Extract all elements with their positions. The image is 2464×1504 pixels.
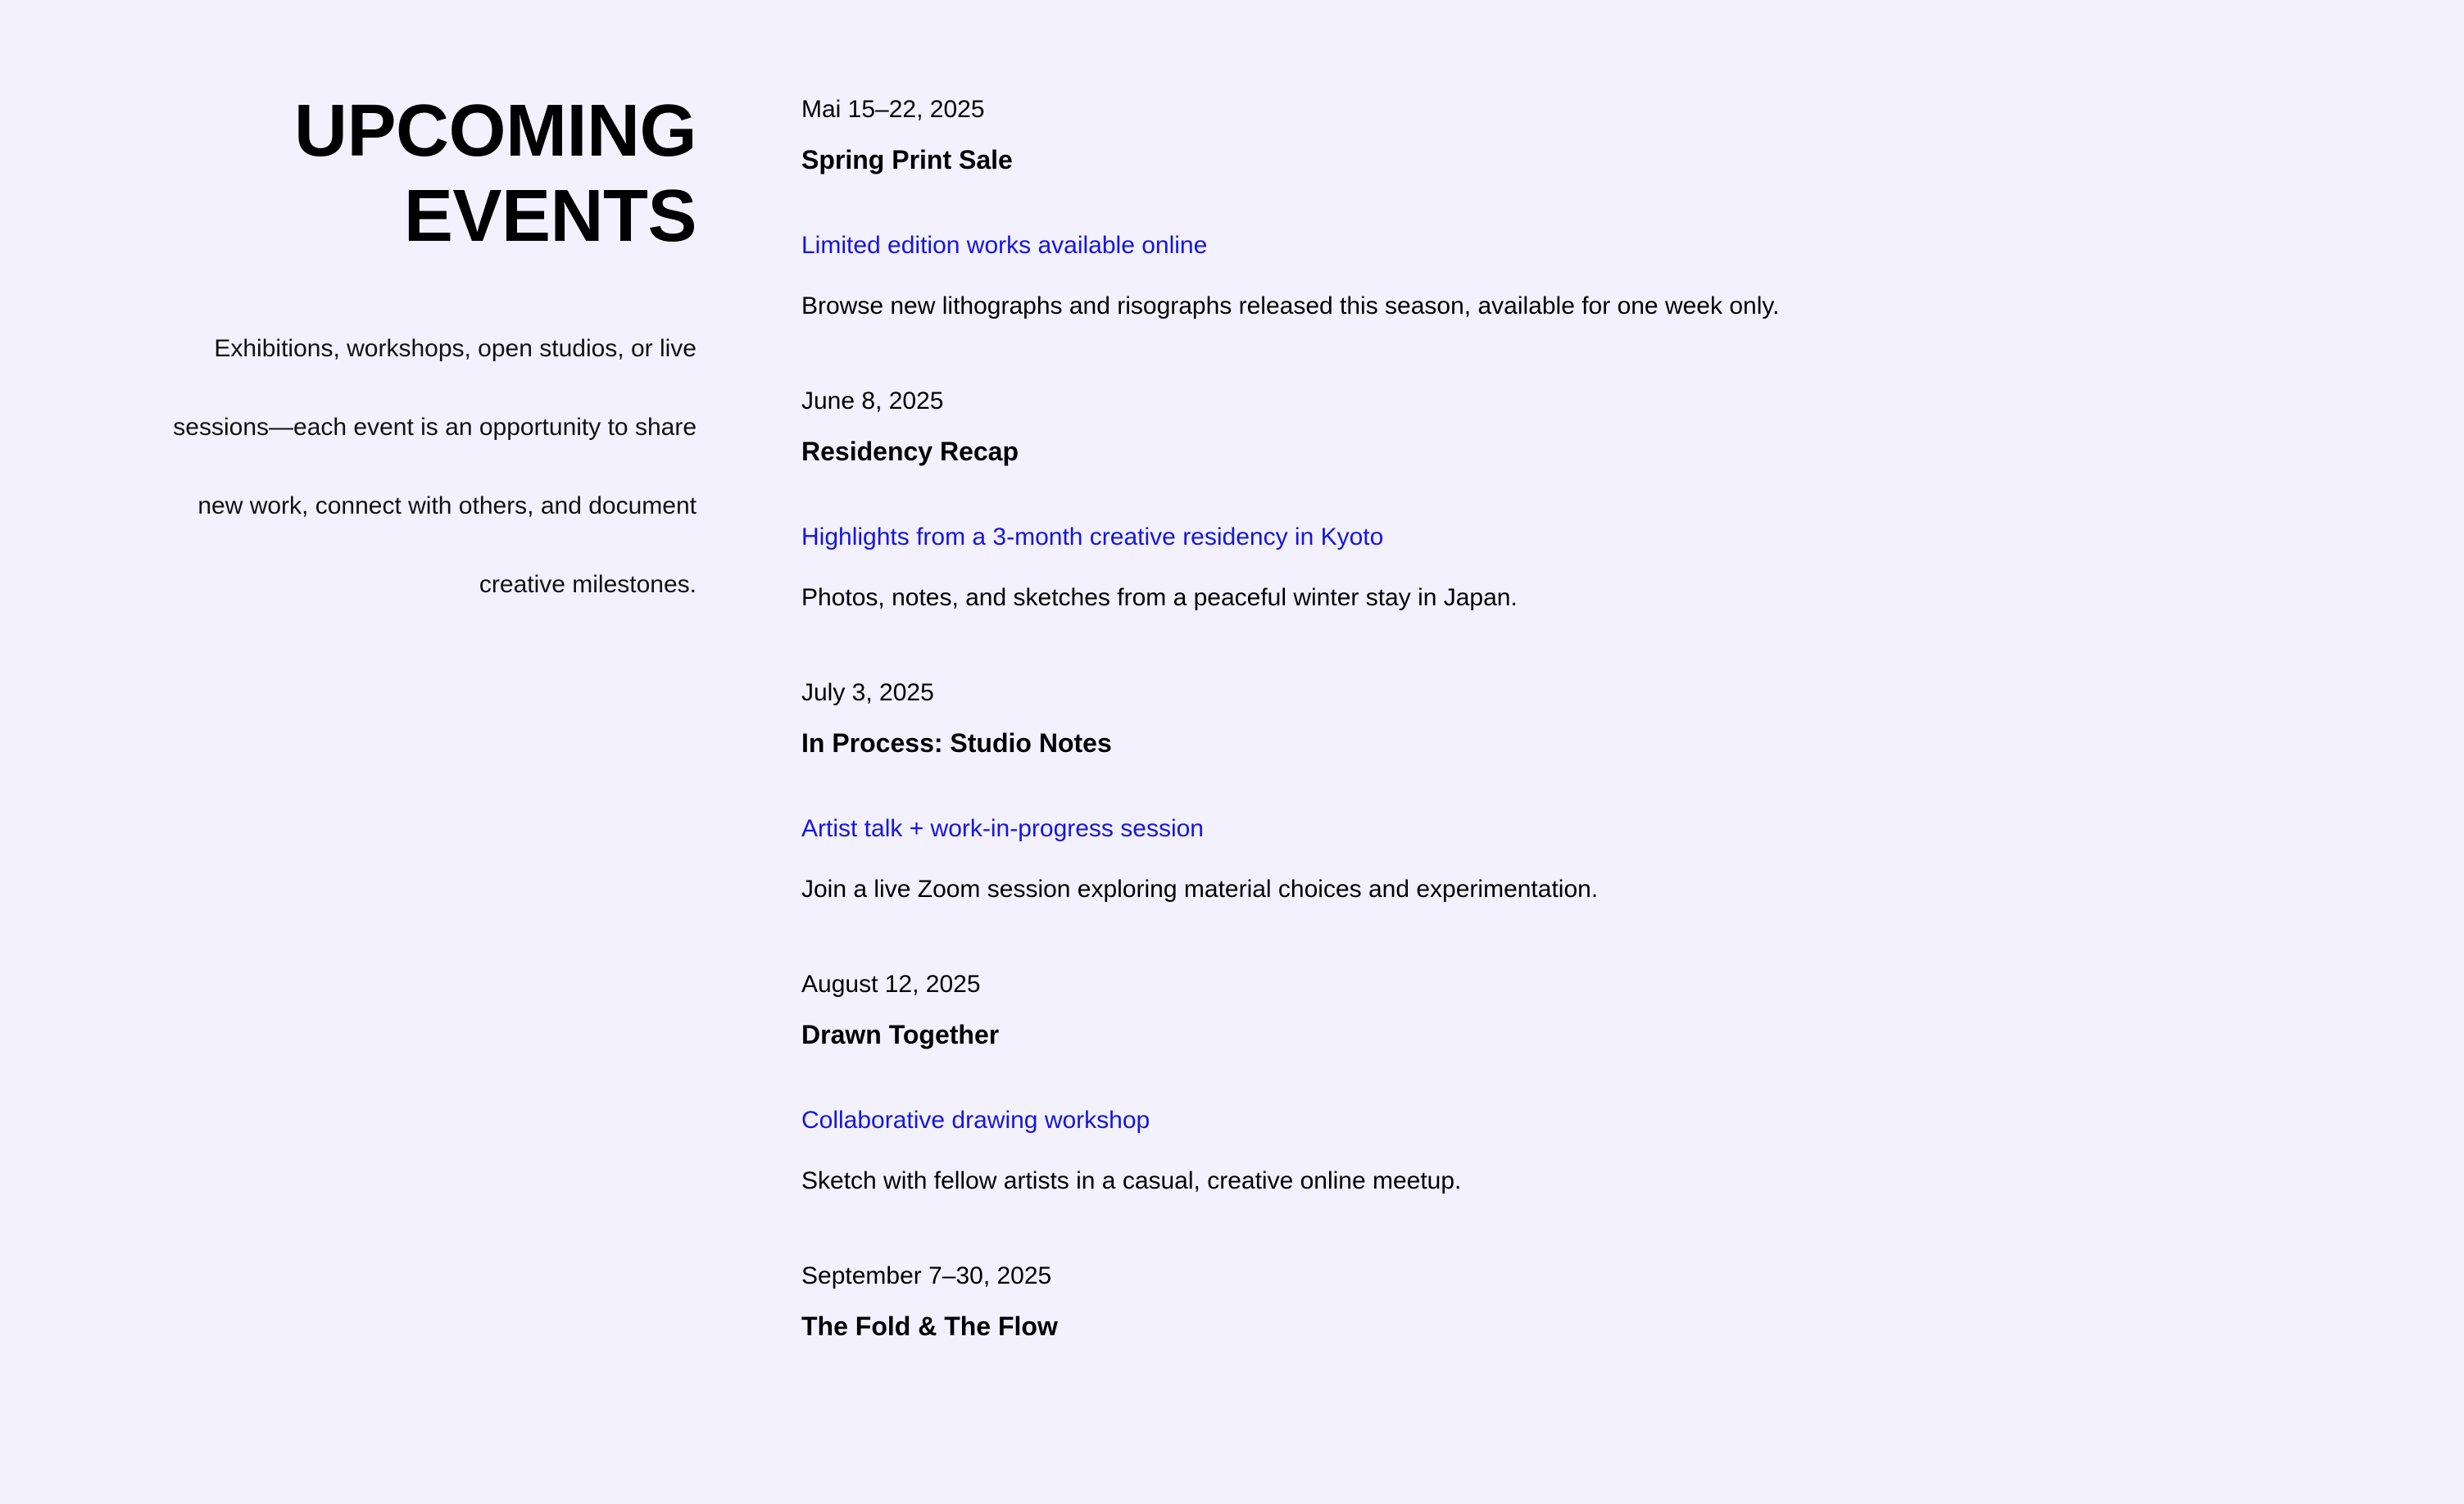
- intro-column: [0, 88, 697, 624]
- event-description: Browse new lithographs and risographs released this season, available for one week only.: [801, 292, 1780, 319]
- intro-paragraph: Exhibitions, workshops, open studios, or live sessions—each event is an opportunity to share new work, connect with others, and document creative milestones.: [173, 335, 697, 598]
- event-description: Sketch with fellow artists in a casual, creative online meetup.: [801, 1167, 1462, 1194]
- event-title: Spring Print Sale: [801, 145, 1013, 174]
- event-link[interactable]: Highlights from a 3-month creative residency in Kyoto: [801, 523, 1384, 550]
- event-item: [801, 1262, 2415, 1342]
- event-link[interactable]: Artist talk + work-in-progress session: [801, 815, 1204, 842]
- page-title: UPCOMING EVENTS: [294, 90, 697, 257]
- event-link[interactable]: Collaborative drawing workshop: [801, 1107, 1150, 1134]
- event-date: June 8, 2025: [801, 387, 944, 415]
- event-title: The Fold & The Flow: [801, 1311, 1058, 1341]
- event-date: July 3, 2025: [801, 679, 934, 706]
- event-title: Residency Recap: [801, 437, 1019, 466]
- event-title: Drawn Together: [801, 1020, 1000, 1049]
- event-description: Photos, notes, and sketches from a peaceful winter stay in Japan.: [801, 584, 1518, 611]
- event-link[interactable]: Limited edition works available online: [801, 232, 1208, 259]
- event-item: [801, 970, 2415, 1196]
- event-date: Mai 15–22, 2025: [801, 96, 985, 123]
- events-list: [697, 88, 2464, 1398]
- event-date: September 7–30, 2025: [801, 1262, 1052, 1289]
- event-item: [801, 95, 2415, 321]
- event-title: In Process: Studio Notes: [801, 728, 1112, 758]
- event-description: Join a live Zoom session exploring material choices and experimentation.: [801, 876, 1599, 903]
- event-item: [801, 387, 2415, 613]
- event-item: [801, 678, 2415, 904]
- event-date: August 12, 2025: [801, 971, 981, 998]
